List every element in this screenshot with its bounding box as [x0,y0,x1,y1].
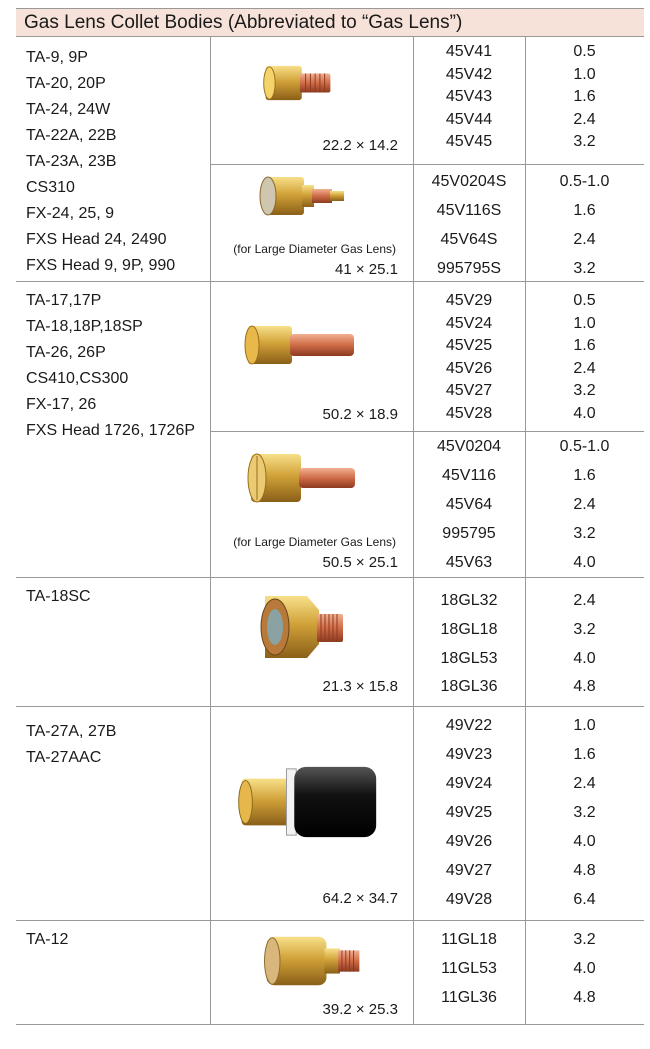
electrode-size: 4.0 [573,833,596,850]
electrode-size: 1.0 [573,314,596,332]
electrode-size: 3.2 [573,382,596,400]
electrode-size: 0.5 [573,292,596,309]
part-number: 45V27 [445,382,493,400]
model-name: TA-27A, 27B [26,723,117,740]
electrode-size: 2.4 [573,231,596,248]
group-row [16,282,644,578]
dimensions-label: 64.2 × 34.7 [322,890,398,907]
page-title: Gas Lens Collet Bodies (Abbreviated to “Gas Lens”) [16,8,644,37]
model-list [26,288,195,444]
model-name: TA-27AAC [26,749,102,766]
group-row [16,37,644,282]
column-divider [210,578,211,706]
model-name: TA-23A, 23B [26,153,117,170]
part-number: 18GL32 [440,592,498,609]
part-number: 18GL53 [440,649,498,667]
model-name: TA-17,17P [26,292,102,309]
part-number: 45V44 [445,110,493,128]
part-number: 45V63 [445,554,493,571]
part-number-list [413,592,525,707]
dimensions-label: 39.2 × 25.3 [322,1001,398,1018]
part-number-list [413,717,525,921]
part-number: 995795S [436,260,502,277]
electrode-size: 6.4 [573,891,596,908]
model-list [26,584,91,610]
model-name: TA-18SC [26,588,91,605]
electrode-size: 4.0 [573,405,596,422]
electrode-size: 4.8 [573,989,596,1006]
part-number: 45V116 [442,467,496,484]
model-name: TA-20, 20P [26,75,106,92]
electrode-size: 1.6 [573,337,596,355]
part-number: 45V41 [445,43,493,60]
dimensions-label: 50.5 × 25.1 [322,554,398,571]
electrode-size: 3.2 [573,931,596,948]
electrode-size: 1.6 [573,202,596,219]
electrode-size: 4.0 [573,960,596,977]
part-number-list [413,438,525,578]
electrode-size: 0.5-1.0 [559,438,610,455]
part-number: 49V26 [445,833,493,850]
size-list [525,43,644,165]
model-list [26,927,68,953]
group-row [16,707,644,921]
part-number-list [413,931,525,1025]
model-name: FXS Head 9, 9P, 990 [26,257,176,274]
model-name: TA-26, 26P [26,344,106,361]
part-number-list [413,43,525,165]
part-number: 45V43 [445,88,493,105]
electrode-size: 1.0 [573,717,596,734]
part-number: 45V25 [445,337,493,355]
electrode-size: 1.6 [573,746,596,763]
large-diameter-note: (for Large Diameter Gas Lens) [233,242,396,256]
electrode-size: 3.2 [573,620,596,638]
electrode-size: 3.2 [573,804,596,821]
size-list [525,592,644,707]
part-number: 11GL36 [441,989,497,1006]
model-name: TA-9, 9P [26,49,88,66]
electrode-size: 2.4 [573,775,596,792]
part-number: 49V27 [445,862,493,879]
long-gas-lens-icon [230,320,360,370]
model-name: TA-12 [26,931,69,948]
large-diameter-note: (for Large Diameter Gas Lens) [233,535,396,549]
model-name: TA-24, 24W [26,101,111,118]
part-number: 45V28 [445,405,493,422]
column-divider [210,707,211,920]
part-number: 49V25 [445,804,493,821]
electrode-size: 0.5-1.0 [559,173,610,190]
model-name: CS410,CS300 [26,370,129,387]
large-gas-lens-icon [250,173,346,219]
electrode-size: 4.8 [573,862,596,879]
electrode-size: 1.0 [573,65,596,83]
part-number: 11GL53 [441,960,497,977]
insulated-gas-lens-icon [230,763,380,841]
part-number: 49V23 [445,746,493,763]
model-name: FX-24, 25, 9 [26,205,115,222]
part-number: 11GL18 [441,931,497,948]
long-large-gas-lens-icon [240,450,360,506]
electrode-size: 3.2 [573,133,596,150]
size-list [525,931,644,1025]
model-name: TA-18,18P,18SP [26,318,143,335]
electrode-size: 1.6 [573,467,596,484]
part-number: 45V29 [445,292,493,309]
electrode-size: 4.0 [573,649,596,667]
electrode-size: 2.4 [573,496,596,513]
size-list [525,292,644,432]
electrode-size: 4.0 [573,554,596,571]
size-list [525,438,644,578]
model-name: CS310 [26,179,75,196]
group-row [16,578,644,707]
part-number: 995795 [442,525,496,542]
model-list [26,719,116,771]
part-number: 45V64 [445,496,493,513]
column-divider [210,921,211,1024]
part-number: 49V22 [445,717,493,734]
electrode-size: 1.6 [573,88,596,105]
electrode-size: 3.2 [573,260,596,277]
electrode-size: 3.2 [573,525,596,542]
part-number: 49V28 [445,891,493,908]
model-list [26,45,175,279]
model-name: FX-17, 26 [26,396,97,413]
part-number: 45V24 [445,314,493,332]
electrode-size: 2.4 [573,592,596,609]
electrode-size: 4.8 [573,678,596,696]
group-row [16,921,644,1025]
dimensions-label: 21.3 × 15.8 [322,678,398,695]
model-name: FXS Head 24, 2490 [26,231,167,248]
part-number: 18GL18 [440,620,498,638]
part-number: 45V64S [440,231,498,248]
part-number: 49V24 [445,775,493,792]
model-name: TA-22A, 22B [26,127,117,144]
part-number: 45V42 [445,65,493,83]
part-number: 45V116S [436,202,502,219]
dimensions-label: 50.2 × 18.9 [322,406,398,423]
dimensions-label: 41 × 25.1 [335,261,398,278]
hex-gas-lens-icon [245,592,345,662]
part-number: 45V45 [445,133,493,150]
small-gas-lens-icon [258,59,338,107]
part-number-list [413,292,525,432]
size-list [525,717,644,921]
electrode-size: 2.4 [573,359,596,377]
part-number: 45V0204S [431,173,507,190]
part-number: 18GL36 [440,678,498,696]
size-list [525,173,644,282]
electrode-size: 0.5 [573,43,596,60]
part-number: 45V0204 [436,438,502,455]
model-name: FXS Head 1726, 1726P [26,422,196,439]
part-number: 45V26 [445,359,493,377]
electrode-size: 2.4 [573,110,596,128]
medium-gas-lens-icon [255,931,365,991]
part-number-list [413,173,525,282]
dimensions-label: 22.2 × 14.2 [322,137,398,154]
